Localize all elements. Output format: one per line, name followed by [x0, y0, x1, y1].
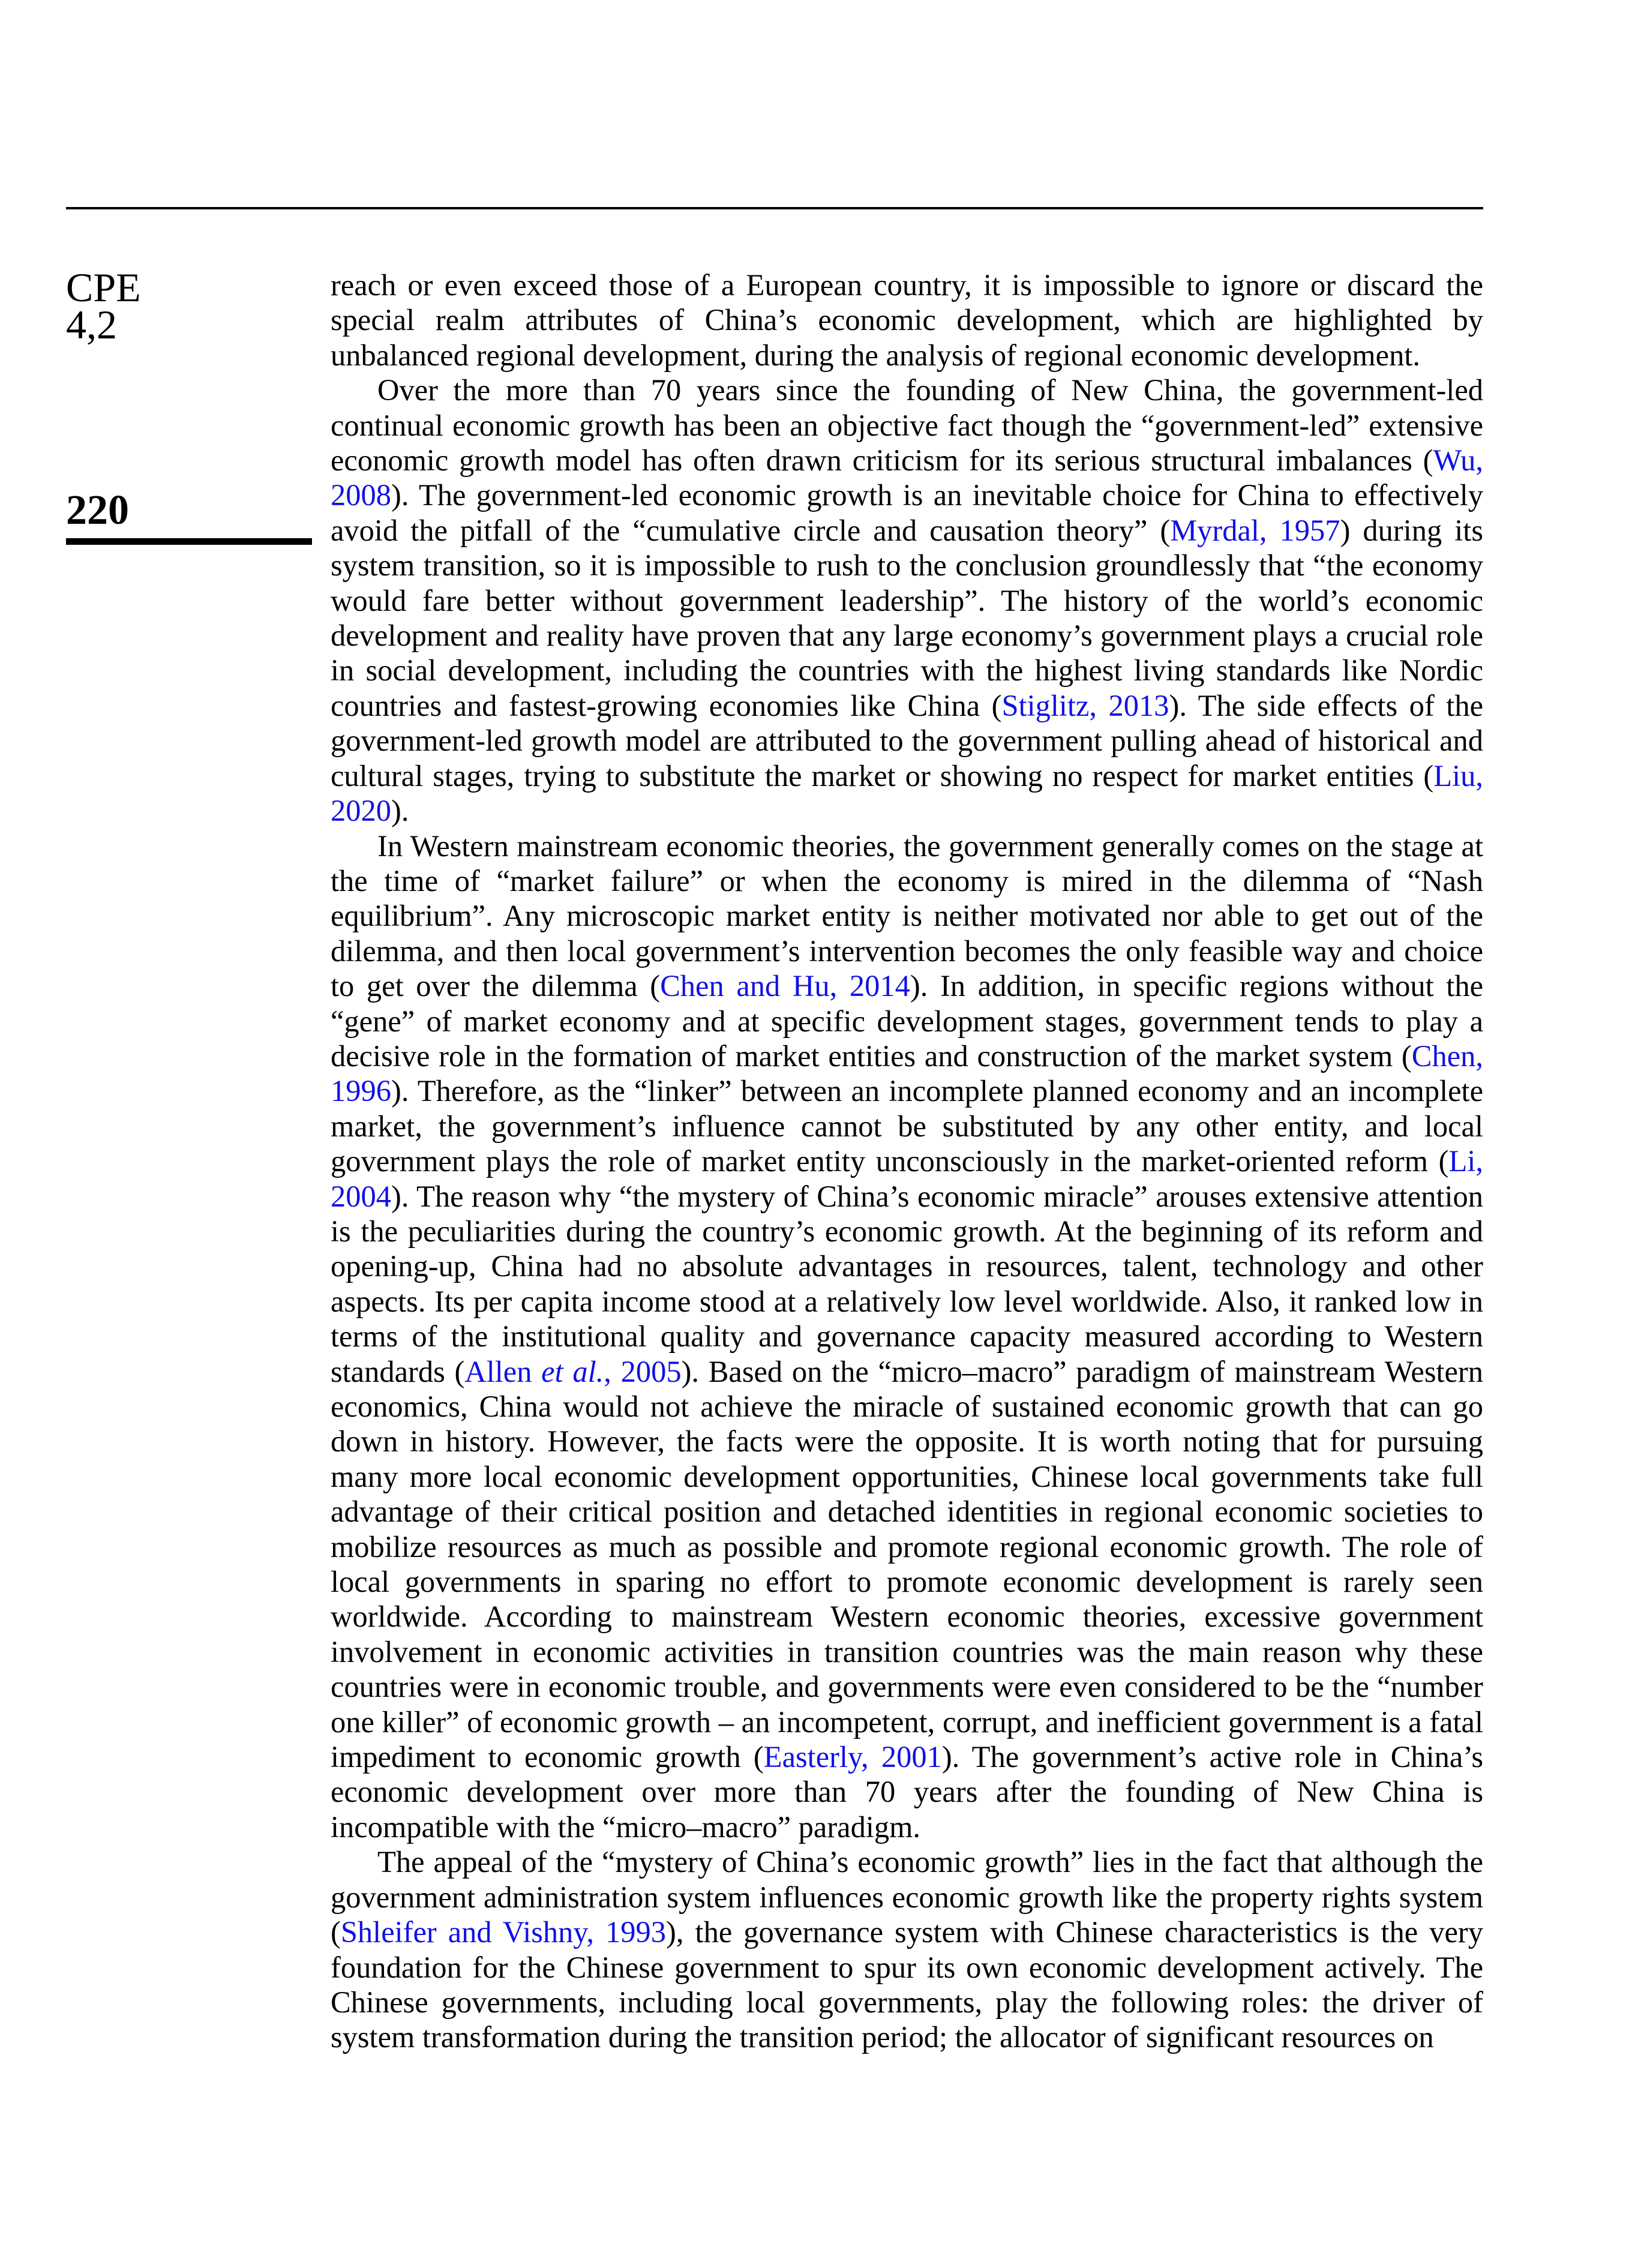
body-text: [331, 268, 1483, 2055]
citation-link[interactable]: Liu, 2020: [331, 758, 1483, 828]
citation-et-al: et al.: [541, 1354, 604, 1388]
paragraph-text: ). In addition, in specific regions without the “gene” of market economy and at specific development stages, government tends to play a decisive role in the formation of market entities and construction of the market system (: [331, 969, 1483, 1073]
paragraph-text: ). Based on the “micro–macro” paradigm of mainstream Western economics, China would not achieve the miracle of sustained economic growth that can go down in history. However, the facts were the opposite. It is worth noting that for pursuing many more local economic development opportunities, Chinese local governments take full advantage of their critical position and detached identities in regional economic societies to mobilize resources as much as possible and promote regional economic growth. The role of local governments in sparing no effort to promote economic development is rarely seen worldwide. According to mainstream Western economic theories, excessive government involvement in economic activities in transition countries was the main reason why these countries were in economic trouble, and governments were even considered to be the “number one killer” of economic growth – an incompetent, corrupt, and inefficient government is a fatal impediment to economic growth (: [331, 1354, 1483, 1774]
citation-link[interactable]: [464, 1355, 681, 1388]
paragraph-text: ), the governance system with Chinese characteristics is the very foundation for the Chinese government to spur its own economic development actively. The Chinese governments, including local governments, play the following roles: the driver of system transformation during the transition period; the allocator of significant resources on: [331, 1915, 1483, 2054]
journal-abbrev: CPE: [66, 265, 141, 310]
paragraph-text: ). The side effects of the government-led growth model are attributed to the government pulling ahead of historical and cultural stages, trying to substitute the market or showing no respect for market entities (: [331, 688, 1483, 793]
paragraph: [331, 1844, 1483, 2054]
citation-link[interactable]: Wu, 2008: [331, 443, 1483, 512]
paragraph: [331, 373, 1483, 828]
citation-text: Allen: [464, 1354, 542, 1388]
header-rule: [66, 207, 1483, 209]
paragraph-text: ). Therefore, as the “linker” between an incomplete planned economy and an incomplete market, the government’s influence cannot be substituted by any other entity, and local government plays the role of market entity unconsciously in the market-oriented reform (: [331, 1074, 1483, 1178]
paragraph-text: Over the more than 70 years since the founding of New China, the government-led continual economic growth has been an objective fact though the “government-led” extensive economic growth model has often drawn criticism for its serious structural imbalances (: [331, 373, 1483, 478]
paragraph-text: In Western mainstream economic theories, the government generally comes on the stage at the time of “market failure” or when the economy is mired in the dilemma of “Nash equilibrium”. Any microscopic market entity is neither motivated nor able to get out of the dilemma, and then local government’s intervention becomes the only feasible way and choice to get over the dilemma (: [331, 829, 1483, 1003]
paragraph-text: ). The government’s active role in China’s economic development over more than 70 years after the founding of New China is incompatible with the “micro–macro” paradigm.: [331, 1740, 1484, 1844]
paragraph-text: ). The government-led economic growth is an inevitable choice for China to effectively avoid the pitfall of the “cumulative circle and causation theory” (: [331, 478, 1483, 547]
paragraph-text: ).: [391, 794, 409, 828]
paragraph: [331, 268, 1483, 373]
paragraph-text: The appeal of the “mystery of China’s economic growth” lies in the fact that although the government administration system influences economic growth like the property rights system (: [331, 1845, 1483, 1949]
page-number-rule: [66, 538, 312, 545]
citation-link[interactable]: Li, 2004: [331, 1144, 1483, 1213]
citation-text: , 2005: [604, 1354, 682, 1388]
citation-link[interactable]: Shleifer and Vishny, 1993: [340, 1915, 667, 1949]
paragraph-text: ) during its system transition, so it is impossible to rush to the conclusion groundlessly that “the economy would fare better without government leadership”. The history of the world’s economic development and reality have proven that any large economy’s government plays a crucial role in social development, including the countries with the highest living standards like Nordic countries and fastest-growing economies like China (: [331, 513, 1483, 722]
paragraph: [331, 829, 1483, 1845]
paragraph-text: reach or even exceed those of a European country, it is impossible to ignore or discard the special realm attributes of China’s economic development, which are highlighted by unbalanced regional development, during the analysis of regional economic development.: [331, 268, 1483, 372]
citation-link[interactable]: Chen, 1996: [331, 1039, 1483, 1108]
citation-link[interactable]: Stiglitz, 2013: [1001, 688, 1169, 722]
citation-link[interactable]: Easterly, 2001: [763, 1740, 942, 1774]
page-number: 220: [66, 487, 129, 533]
citation-link[interactable]: Chen and Hu, 2014: [660, 969, 910, 1003]
paragraph-text: ). The reason why “the mystery of China’s economic miracle” arouses extensive attention is the peculiarities during the country’s economic growth. At the beginning of its reform and opening-up, China had no absolute advantages in resources, talent, technology and other aspects. Its per capita income stood at a relatively low level worldwide. Also, it ranked low in terms of the institutional quality and governance capacity measured according to Western standards (: [331, 1179, 1483, 1388]
volume-issue: 4,2: [66, 302, 117, 347]
citation-link[interactable]: Myrdal, 1957: [1170, 513, 1340, 547]
journal-info: [66, 265, 141, 347]
